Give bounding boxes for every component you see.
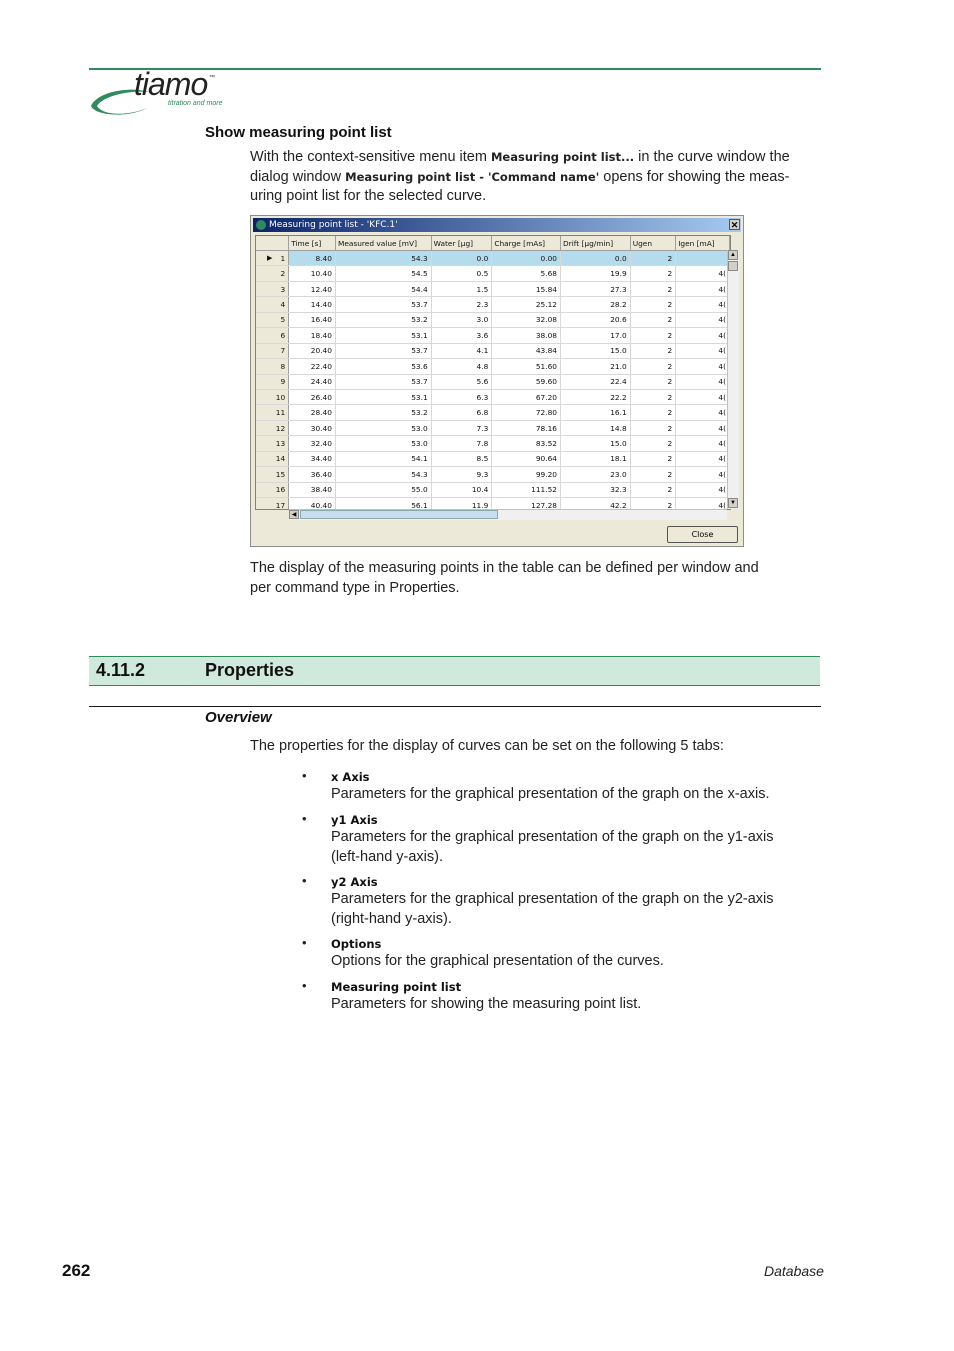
row-header: 12: [256, 420, 289, 435]
table-cell: 2: [630, 436, 676, 451]
bullet-icon: •: [302, 935, 307, 950]
table-cell: 67.20: [492, 389, 561, 404]
section-title: Properties: [205, 660, 295, 680]
table-cell: 2: [630, 251, 676, 266]
row-header: 6: [256, 328, 289, 343]
column-header[interactable]: Drift [µg/min]: [561, 236, 631, 251]
table-row[interactable]: [256, 251, 730, 266]
table-cell: 90.64: [492, 451, 561, 466]
overview-intro: The properties for the display of curves can be set on the following 5 tabs:: [250, 738, 724, 754]
table-cell: 2: [630, 328, 676, 343]
column-header[interactable]: Water [µg]: [431, 236, 492, 251]
table-row[interactable]: [256, 405, 730, 420]
table-cell: 4(: [676, 405, 730, 420]
table-cell: 2.3: [431, 297, 492, 312]
table-cell: 2: [630, 343, 676, 358]
dialog-titlebar[interactable]: [253, 218, 741, 232]
table-cell: 16.1: [561, 405, 631, 420]
table-cell: 20.40: [289, 343, 336, 358]
table-cell: 2: [630, 374, 676, 389]
table-cell: 53.1: [335, 389, 431, 404]
row-header: 16: [256, 482, 289, 497]
table-row[interactable]: [256, 312, 730, 327]
table-cell: 59.60: [492, 374, 561, 389]
tab-name-y1-axis: y1 Axis: [331, 813, 378, 827]
horizontal-scrollbar[interactable]: [289, 509, 727, 520]
table-cell: 4(: [676, 297, 730, 312]
table-cell: 54.1: [335, 451, 431, 466]
bullet-icon: •: [302, 811, 307, 826]
table-cell: 56.1: [335, 498, 431, 511]
table-cell: 78.16: [492, 420, 561, 435]
dialog-title: Measuring point list - 'KFC.1': [269, 220, 398, 230]
close-button[interactable]: Close: [667, 526, 738, 543]
column-header[interactable]: Ugen: [630, 236, 676, 251]
logo-wordmark: tiamo: [134, 66, 208, 102]
section-number: 4.11.2: [96, 660, 146, 680]
table-cell: 4(: [676, 498, 730, 511]
bullet-icon: •: [302, 873, 307, 888]
table-cell: 18.1: [561, 451, 631, 466]
table-cell: 4(: [676, 328, 730, 343]
row-header: 5: [256, 312, 289, 327]
vertical-scrollbar[interactable]: [727, 250, 739, 509]
row-header: 9: [256, 374, 289, 389]
row-header: 3: [256, 281, 289, 296]
column-header[interactable]: Charge [mAs]: [492, 236, 561, 251]
table-cell: 4.1: [431, 343, 492, 358]
table-cell: 53.7: [335, 374, 431, 389]
table-cell: 4(: [676, 482, 730, 497]
table-cell: 6.3: [431, 389, 492, 404]
table-cell: 11.9: [431, 498, 492, 511]
table-cell: 99.20: [492, 467, 561, 482]
table-cell: 2: [630, 359, 676, 374]
tab-name-options: Options: [331, 937, 382, 951]
table-cell: 30.40: [289, 420, 336, 435]
bullet-icon: •: [302, 978, 307, 993]
current-row-arrow-icon: ▶: [267, 253, 273, 262]
table-cell: 53.2: [335, 405, 431, 420]
table-cell: 0.0: [561, 251, 631, 266]
tab-name-measuring-point-list: Measuring point list: [331, 980, 462, 994]
table-cell: 14.8: [561, 420, 631, 435]
table-cell: 2: [630, 389, 676, 404]
bullet-icon: •: [302, 768, 307, 783]
table-cell: 53.7: [335, 343, 431, 358]
intro-line-2: dialog window Measuring point list - 'Command name' opens for showing the meas-: [250, 168, 790, 185]
table-row[interactable]: [256, 266, 730, 281]
subsection-heading: Show measuring point list: [205, 124, 392, 141]
app-icon: [256, 220, 266, 230]
table-cell: 22.40: [289, 359, 336, 374]
page-number: 262: [62, 1261, 91, 1280]
table-row[interactable]: [256, 359, 730, 374]
table-cell: 2: [630, 281, 676, 296]
table-cell: [676, 251, 730, 266]
table-cell: 83.52: [492, 436, 561, 451]
measuring-point-list-dialog: [250, 215, 744, 547]
logo-tagline: titration and more: [168, 100, 223, 107]
table-cell: 19.9: [561, 266, 631, 281]
table-cell: 22.2: [561, 389, 631, 404]
row-header: 8: [256, 359, 289, 374]
table-cell: 4(: [676, 343, 730, 358]
table-cell: 53.7: [335, 297, 431, 312]
table-cell: 2: [630, 266, 676, 281]
table-cell: 0.00: [492, 251, 561, 266]
table-cell: 8.40: [289, 251, 336, 266]
table-cell: 4(: [676, 359, 730, 374]
table-cell: 53.6: [335, 359, 431, 374]
table-cell: 53.1: [335, 328, 431, 343]
table-cell: 20.6: [561, 312, 631, 327]
table-cell: 43.84: [492, 343, 561, 358]
table-row[interactable]: [256, 420, 730, 435]
table-header-row: [256, 236, 730, 251]
table-cell: 8.5: [431, 451, 492, 466]
row-header: 10: [256, 389, 289, 404]
table-row[interactable]: [256, 374, 730, 389]
table-cell: 2: [630, 420, 676, 435]
table-cell: 42.2: [561, 498, 631, 511]
data-table: [256, 236, 730, 510]
table-cell: 38.40: [289, 482, 336, 497]
table-row[interactable]: [256, 482, 730, 497]
vertical-scroll-thumb[interactable]: [728, 261, 738, 271]
row-header: 13: [256, 436, 289, 451]
scroll-left-icon[interactable]: ◀: [289, 510, 299, 519]
table-cell: 17.0: [561, 328, 631, 343]
after-dialog-paragraph: The display of the measuring points in the table can be defined per window and per command type in Properties.: [250, 560, 759, 596]
table-cell: 4(: [676, 374, 730, 389]
table-cell: 127.28: [492, 498, 561, 511]
table-cell: 22.4: [561, 374, 631, 389]
table-cell: 53.0: [335, 420, 431, 435]
table-cell: 53.0: [335, 436, 431, 451]
tab-desc-measuring-point-list: Parameters for showing the measuring point list.: [331, 996, 642, 1012]
overview-rule: [89, 706, 821, 707]
table-cell: 4(: [676, 420, 730, 435]
tab-desc-options: Options for the graphical presentation of the curves.: [331, 953, 664, 969]
table-cell: 54.4: [335, 281, 431, 296]
table-cell: 1.5: [431, 281, 492, 296]
column-header[interactable]: Measured value [mV]: [335, 236, 431, 251]
tab-name-x-axis: x Axis: [331, 770, 370, 784]
table-cell: 7.8: [431, 436, 492, 451]
table-cell: 4(: [676, 389, 730, 404]
table-cell: 4(: [676, 451, 730, 466]
table-cell: 53.2: [335, 312, 431, 327]
table-cell: 18.40: [289, 328, 336, 343]
column-header[interactable]: [256, 236, 289, 251]
table-cell: 51.60: [492, 359, 561, 374]
row-header: 17: [256, 498, 289, 511]
table-cell: 15.0: [561, 436, 631, 451]
table-cell: 2: [630, 312, 676, 327]
table-cell: 36.40: [289, 467, 336, 482]
scroll-up-icon[interactable]: ▲: [728, 250, 738, 260]
row-header: 4: [256, 297, 289, 312]
table-cell: 3.6: [431, 328, 492, 343]
table-row[interactable]: [256, 328, 730, 343]
row-header: 7: [256, 343, 289, 358]
intro-paragraph: [250, 148, 820, 207]
table-cell: 23.0: [561, 467, 631, 482]
tab-desc-x-axis: Parameters for the graphical presentation of the graph on the x-axis.: [331, 786, 770, 802]
column-header[interactable]: Time [s]: [289, 236, 336, 251]
scroll-down-icon[interactable]: ▼: [728, 498, 738, 508]
table-cell: 24.40: [289, 374, 336, 389]
table-row[interactable]: [256, 467, 730, 482]
dialog-name-ref: Measuring point list - 'Command name': [345, 169, 600, 184]
table-cell: 38.08: [492, 328, 561, 343]
table-cell: 2: [630, 451, 676, 466]
table-cell: 34.40: [289, 451, 336, 466]
table-cell: 27.3: [561, 281, 631, 296]
table-cell: 2: [630, 482, 676, 497]
table-cell: 9.3: [431, 467, 492, 482]
table-cell: 28.40: [289, 405, 336, 420]
menu-item-ref: Measuring point list...: [490, 150, 635, 164]
table-cell: 16.40: [289, 312, 336, 327]
logo-trademark: ™: [209, 75, 215, 81]
row-header: 15: [256, 467, 289, 482]
table-cell: 26.40: [289, 389, 336, 404]
table-cell: 32.40: [289, 436, 336, 451]
table-cell: 111.52: [492, 482, 561, 497]
table-row[interactable]: [256, 436, 730, 451]
tab-desc-y2-axis: Parameters for the graphical presentation of the graph on the y2-axis (right-hand y-axis).: [331, 891, 774, 927]
table-cell: 10.40: [289, 266, 336, 281]
table-cell: 28.2: [561, 297, 631, 312]
table-cell: 55.0: [335, 482, 431, 497]
table-cell: 15.0: [561, 343, 631, 358]
table-cell: 54.3: [335, 251, 431, 266]
table-cell: 4(: [676, 436, 730, 451]
tab-desc-y1-axis: Parameters for the graphical presentation of the graph on the y1-axis (left-hand y-axis).: [331, 829, 774, 865]
intro-line-3: uring point list for the selected curve.: [250, 188, 487, 204]
row-header: [256, 251, 289, 266]
table-cell: 72.80: [492, 405, 561, 420]
table-cell: 54.3: [335, 467, 431, 482]
footer-section-name: Database: [764, 1263, 824, 1279]
column-header[interactable]: Igen [mA]: [676, 236, 730, 251]
table-cell: 21.0: [561, 359, 631, 374]
table-cell: 2: [630, 297, 676, 312]
table-row[interactable]: [256, 451, 730, 466]
table-cell: 15.84: [492, 281, 561, 296]
table-cell: 0.0: [431, 251, 492, 266]
table-cell: 32.08: [492, 312, 561, 327]
table-cell: 0.5: [431, 266, 492, 281]
row-header: 14: [256, 451, 289, 466]
table-row[interactable]: [256, 297, 730, 312]
row-number: 1: [280, 253, 286, 263]
table-cell: 4(: [676, 281, 730, 296]
table-cell: 2: [630, 498, 676, 511]
table-cell: 2: [630, 405, 676, 420]
table-row[interactable]: [256, 281, 730, 296]
tab-name-y2-axis: y2 Axis: [331, 875, 378, 889]
table-cell: 5.6: [431, 374, 492, 389]
table-cell: 14.40: [289, 297, 336, 312]
table-cell: 7.3: [431, 420, 492, 435]
measuring-point-table: [255, 235, 731, 510]
table-cell: 5.68: [492, 266, 561, 281]
horizontal-scroll-thumb[interactable]: [300, 510, 498, 519]
overview-title: Overview: [205, 709, 272, 726]
table-cell: 12.40: [289, 281, 336, 296]
table-cell: 4.8: [431, 359, 492, 374]
table-cell: 54.5: [335, 266, 431, 281]
intro-line-1: With the context-sensitive menu item Measuring point list... in the curve window the: [250, 149, 790, 165]
table-row[interactable]: [256, 389, 730, 404]
row-header: 11: [256, 405, 289, 420]
table-cell: 32.3: [561, 482, 631, 497]
section-heading-bar: [89, 656, 820, 686]
table-cell: 4(: [676, 467, 730, 482]
table-cell: 6.8: [431, 405, 492, 420]
table-cell: 40.40: [289, 498, 336, 511]
table-cell: 10.4: [431, 482, 492, 497]
table-cell: 2: [630, 467, 676, 482]
row-header: 2: [256, 266, 289, 281]
close-icon[interactable]: ✕: [730, 220, 739, 230]
table-cell: 25.12: [492, 297, 561, 312]
table-cell: 3.0: [431, 312, 492, 327]
table-row[interactable]: [256, 343, 730, 358]
table-cell: 4(: [676, 266, 730, 281]
table-cell: 4(: [676, 312, 730, 327]
